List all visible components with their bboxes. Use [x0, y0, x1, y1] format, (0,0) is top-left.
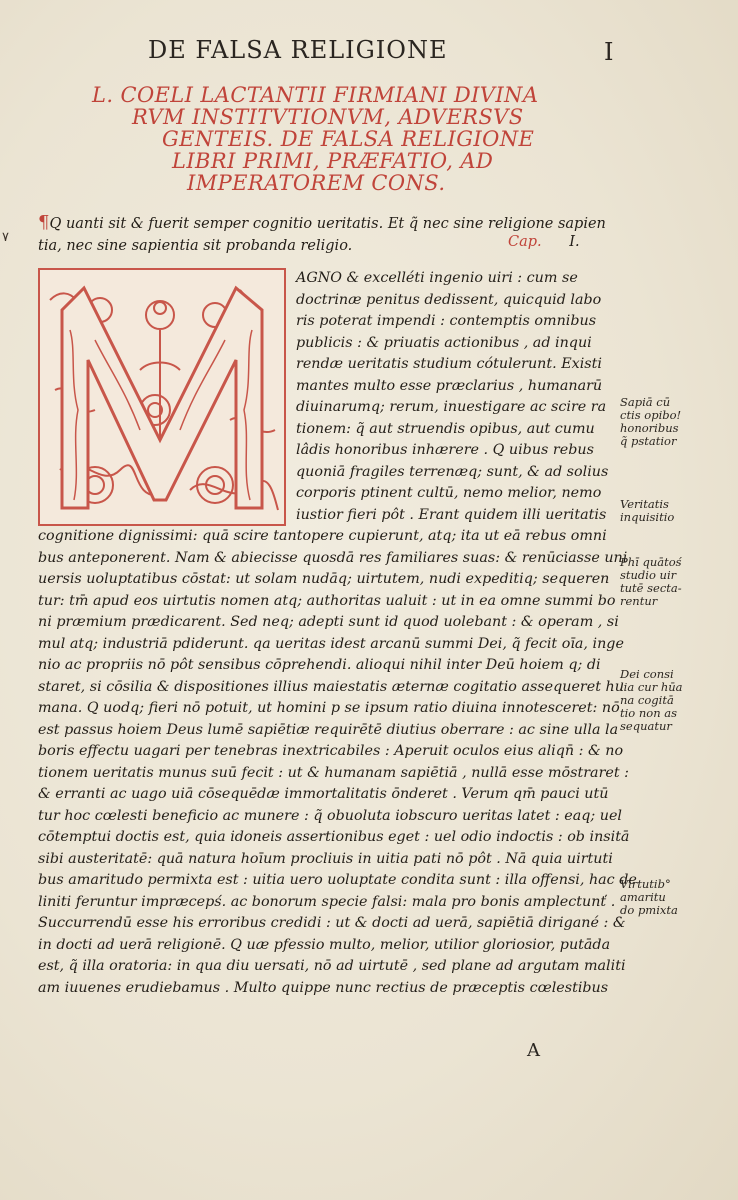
- text-line: mantes multo esse præclarius , humanarū: [296, 377, 603, 394]
- text-line: est passus hoiem Deus lumē sapiētiæ requirētē diutius oberrare : ac sine ulla la: [38, 721, 619, 738]
- text-line: & erranti ac uago uiā cōsequēdæ immortalitatis ōnderet . Verum qm̄ pauci utū: [38, 786, 609, 802]
- text-line: bus anteponerent. Nam & abiecisse quosdā res familiares suas: & renūciasse uni: [38, 549, 628, 566]
- text-line: nio ac propriis nō pôt sensibus cōprehendi. alioqui nihil inter Deū hoiem q; di: [38, 657, 601, 673]
- chapter-label: [508, 234, 580, 250]
- margin-ink-mark: ٧: [2, 230, 9, 245]
- text-line: uersis uoluptatibus cōstat: ut solam nudāq; uirtutem, nudi expeditiq; sequeren: [38, 571, 610, 587]
- text-line: AGNO & excelléti ingenio uiri : cum se: [296, 270, 578, 286]
- text-line: doctrinæ penitus dedissent, quicquid labo: [296, 291, 602, 308]
- text-line: mana. Q uodq; fieri nō potuit, ut homini p se ipsum ratio diuina innotesceret: nō: [38, 700, 620, 716]
- text-line: cōtemptui doctis est, quia idoneis assertionibus eget : uel odio indoctis : ob insitā: [38, 829, 630, 845]
- body-text: [38, 268, 637, 999]
- text-line: in docti ad uerā religionē. Q uæ pfessio multo, melior, utilior gloriosior, putāda: [38, 936, 611, 953]
- text-line: est, q̃ illa oratoria: in qua diu uersati, nō ad uirtutē , sed plane ad argutam maliti: [38, 958, 626, 974]
- text-line: sibi austeritatē: quā natura hoīum procliuis in uitia pati nō pôt . Nā quia uirtuti: [38, 850, 613, 867]
- text-line: am iuuenes erudiebamus . Multo quippe nunc rectius de præceptis cœlestibus: [38, 979, 609, 996]
- text-line: ni præmium prædicarent. Sed neq; adepti sunt id quod uolebant : & operam , si: [38, 614, 619, 630]
- text-line: quoniā fragiles terrenæq; sunt, & ad solius: [296, 463, 609, 480]
- summary-line: tia, nec sine sapientia sit probanda religio.: [38, 238, 353, 254]
- text-line: tur: tm̄ apud eos uirtutis nomen atq; authoritas ualuit : ut in ea omne summi bo: [38, 592, 616, 609]
- pilcrow-mark: ¶: [38, 212, 50, 233]
- title-line: LIBRI PRIMI, PRÆFATIO, AD: [172, 149, 494, 173]
- chapter-number: I.: [569, 234, 580, 250]
- text-line: tionem: q̃ aut struendis opibus, aut cumu: [296, 420, 595, 437]
- text-line: Succurrendū esse his erroribus credidi : ut & docti ad uerā, sapiētiā dirigané : &: [38, 915, 626, 931]
- title-line: RVM INSTITVTIONVM, ADVERSVS: [132, 105, 524, 129]
- text-line: liniti feruntur impræcepś. ac bonorum specie falsi: mala pro bonis amplectunť .: [38, 893, 616, 910]
- text-line: iustior fieri pôt . Erant quidem illi ueritatis: [296, 506, 607, 523]
- text-line: staret, si cōsilia & dispositiones illius maiestatis æternæ cogitatio assequeret hu: [38, 678, 624, 695]
- summary-line: ¶Q uanti sit & fuerit semper cognitio ueritatis. Et q̃ nec sine religione sapien: [38, 212, 606, 233]
- margin-note: Veritatis inquisitio: [620, 497, 675, 524]
- signature-mark: A: [527, 1040, 540, 1061]
- margin-note: Dei consi lia cur hūa na cogitā tio non as sequatur: [620, 667, 683, 733]
- text-line: bus amaritudo permixta est : uitia uero uoluptate condita sunt : illa offensi, hac de: [38, 872, 637, 888]
- folio-number: I: [604, 38, 614, 66]
- title-line: GENTEIS. DE FALSA RELIGIONE: [162, 127, 535, 151]
- text-line: publicis : & priuatis actionibus , ad inqui: [296, 334, 592, 351]
- running-head: DE FALSA RELIGIONE: [148, 36, 448, 64]
- text-line: cognitione dignissimi: quā scire tantopere cupierunt, atq; ita ut eā rebus omni: [38, 528, 607, 544]
- text-line: lâdis honoribus inhærere . Q uibus rebus: [296, 442, 594, 458]
- text-line: boris effectu uagari per tenebras inextricabiles : Aperuit oculos eius aliqn̄ : & no: [38, 743, 624, 759]
- text-line: corporis ptinent cultū, nemo melior, nemo: [296, 485, 602, 501]
- text-line: tionem ueritatis munus suū fecit : ut & humanam sapiētiā , nullā esse mōstraret :: [38, 764, 629, 781]
- chapter-word: Cap.: [508, 234, 542, 250]
- text-line: diuinarumq; rerum, inuestigare ac scire ra: [296, 399, 607, 415]
- title-line: L. COELI LACTANTII FIRMIANI DIVINA: [92, 83, 539, 107]
- text-line: rendæ ueritatis studium cótulerunt. Existi: [296, 356, 602, 372]
- margin-note: Sapiā cū ctis opibo! honoribus q̃ pstatior: [620, 395, 682, 448]
- margin-note: Virtutib° amaritu do pmixta: [620, 877, 678, 917]
- text-line: tur hoc cœlesti beneficio ac munere : q̃ obuoluta iobscuro ueritas latet : eaq; uel: [38, 807, 622, 824]
- rubric-title: [92, 84, 612, 194]
- margin-note: Phī quātoś studio uir tutē secta- rentur: [620, 555, 682, 608]
- text-line: mul atq; industriā pdiderunt. qa ueritas idest arcanū summi Dei, q̃ fecit oīa, inge: [38, 635, 624, 652]
- title-line: IMPERATOREM CONS.: [187, 171, 446, 195]
- text-line: ris poterat impendi : contemptis omnibus: [296, 313, 597, 329]
